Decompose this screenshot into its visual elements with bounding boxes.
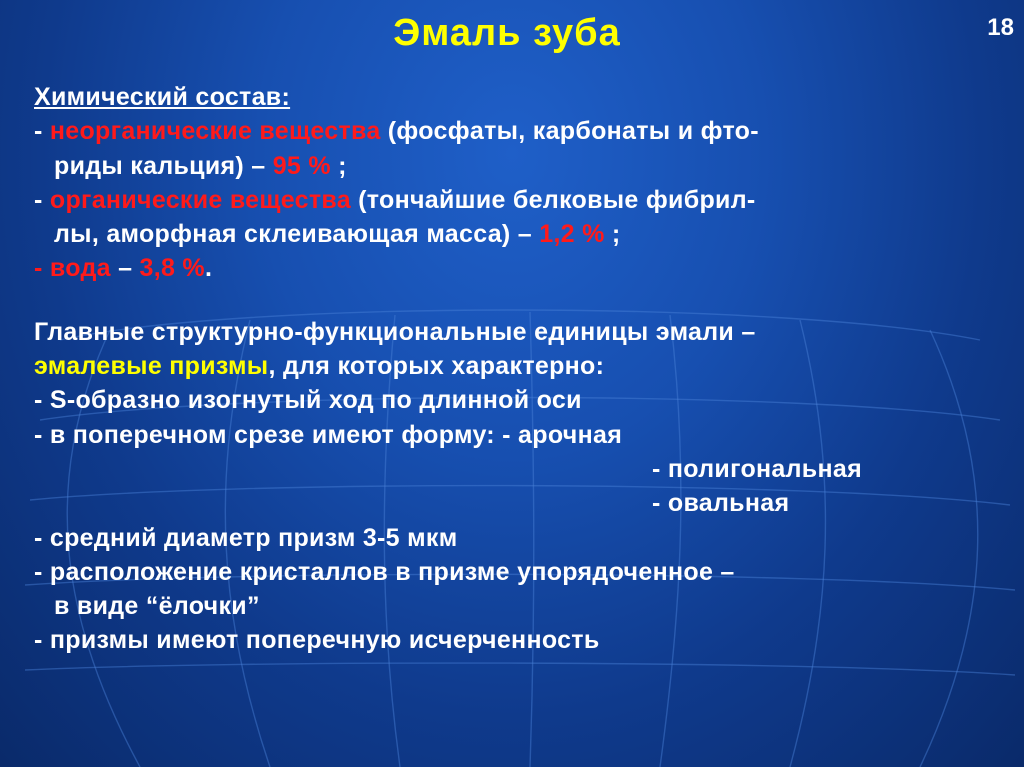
- chem-line-2-b: ;: [330, 151, 347, 180]
- enamel-prisms: эмалевые призмы: [34, 352, 269, 381]
- prisms-line-2-rest: , для которых характерно:: [268, 352, 605, 381]
- prisms-line-4: - в поперечном срезе имеют форму: - арочная: [34, 420, 623, 449]
- chem-line-3: [34, 183, 1009, 217]
- prisms-line-2: [34, 349, 1009, 383]
- prisms-line-8: - расположение кристаллов в призме упорядоченное –: [34, 557, 735, 586]
- chem-line-1-rest: (фосфаты, карбонаты и фто-: [380, 117, 759, 146]
- organic-percent: 1,2 %: [539, 220, 605, 249]
- slide-title: Эмаль зуба: [393, 12, 621, 54]
- prisms-line-7: - средний диаметр призм 3-5 мкм: [34, 523, 458, 552]
- slide-body: [34, 80, 1009, 658]
- chem-line-1-dash: -: [34, 117, 50, 146]
- prisms-line-6: - овальная: [652, 489, 790, 518]
- prisms-line-1: Главные структурно-функциональные единицы эмали –: [34, 317, 756, 346]
- chem-heading-line: [34, 80, 1009, 114]
- page-number: 18: [987, 14, 1014, 41]
- spacer: [34, 286, 1009, 315]
- chem-line-1: [34, 114, 1009, 148]
- chem-line-3-rest: (тончайшие белковые фибрил-: [350, 185, 756, 214]
- chem-line-3-dash: -: [34, 185, 50, 214]
- organic-substances: органические вещества: [49, 185, 351, 214]
- chem-line-5: [34, 251, 1009, 285]
- chem-line-2-a: риды кальция) –: [54, 151, 273, 180]
- chem-line-4: [34, 217, 1009, 251]
- chem-line-5-b: .: [204, 254, 213, 283]
- prisms-line-10: - призмы имеют поперечную исчерченность: [34, 626, 600, 655]
- chem-line-4-b: ;: [604, 220, 621, 249]
- chem-line-5-a: –: [110, 254, 140, 283]
- prisms-line-5: - полигональная: [652, 454, 862, 483]
- water-label: - вода: [34, 254, 111, 283]
- chem-heading: Химический состав:: [34, 83, 291, 111]
- inorganic-substances: неорганические вещества: [49, 117, 381, 146]
- water-percent: 3,8 %: [139, 254, 205, 283]
- inorganic-percent: 95 %: [272, 151, 331, 180]
- prisms-line-9: в виде “ёлочки”: [54, 592, 260, 621]
- chem-line-2: [34, 149, 1009, 183]
- prisms-line-3: - S-образно изогнутый ход по длинной оси: [34, 386, 582, 415]
- chem-line-4-a: лы, аморфная склеивающая масса) –: [54, 220, 540, 249]
